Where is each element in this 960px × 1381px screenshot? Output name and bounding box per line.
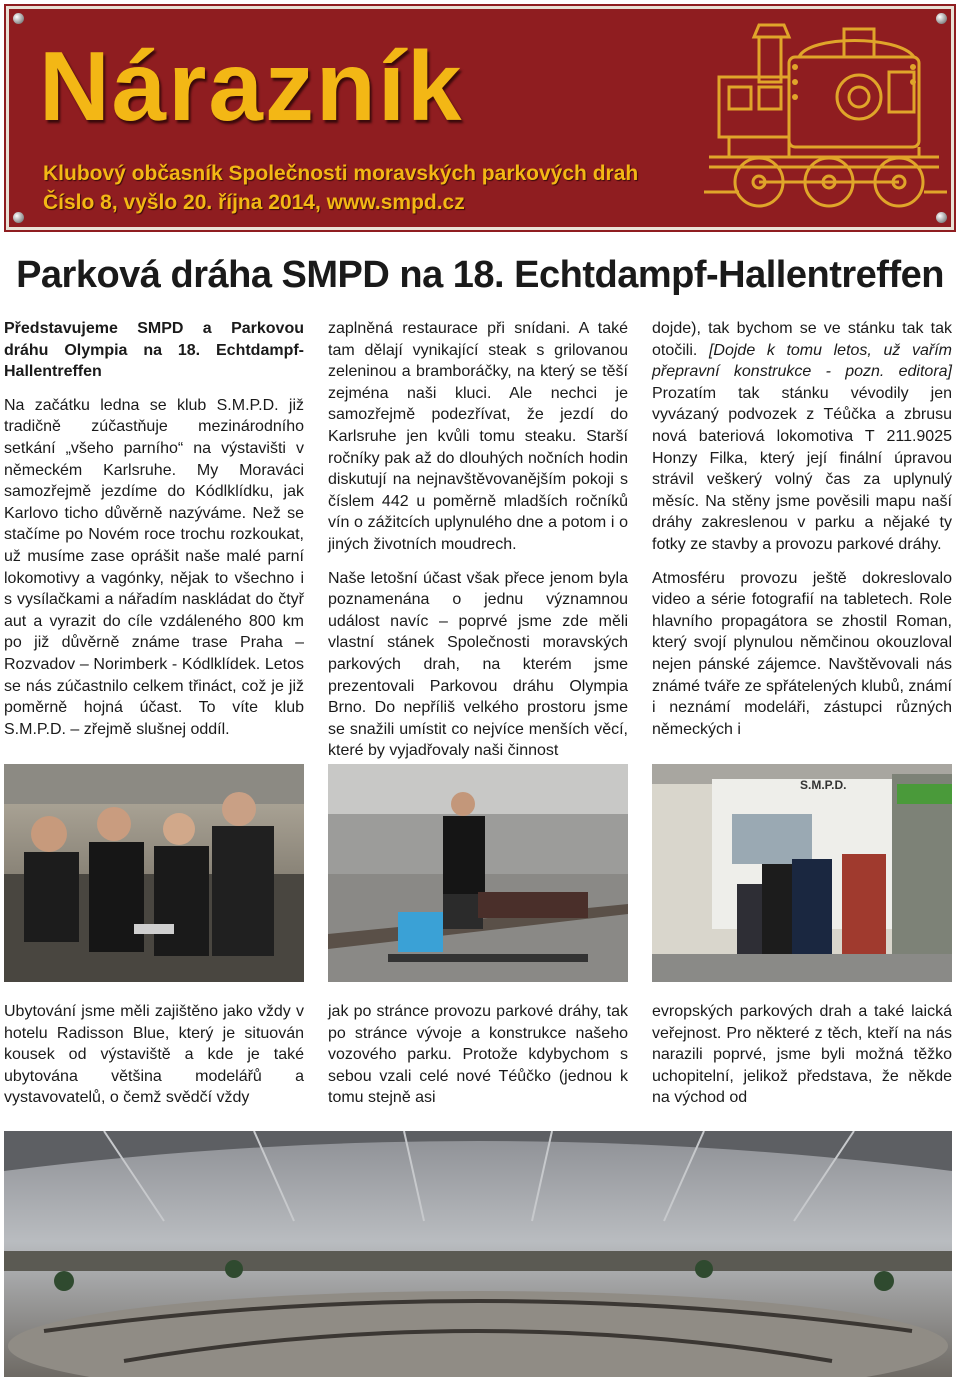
photo-hall-panorama [4, 1131, 952, 1377]
masthead-banner [6, 6, 954, 230]
stand-sign: S.M.P.D. [800, 778, 847, 792]
newsletter-title: Nárazník [39, 31, 464, 141]
article-paragraph [652, 318, 952, 556]
article-column-6 [652, 1001, 952, 1121]
article-paragraph: jak po stránce provozu parkové dráhy, tak po stránce vývoje a konstrukce našeho vozového parku. Protože kdybychom s sebou vzali celé nové Téůčko (jednou k tomu stejně asi [328, 1003, 628, 1107]
article-paragraph: Atmosféru provozu ještě dokreslovalo video a série fotografií na tabletech. Role hlavního propagátora se zhostil Roman, který svojí plynulou němčinou okouzloval nejen pánské zájemce. Navštěvovali nás známé tváře ze spřátelených klubů, známí i neznámí modeláři, zástupci různých německých i [652, 569, 952, 738]
photo-exhibition-stand [652, 764, 952, 982]
article-column-1 [4, 318, 304, 752]
article-paragraph: Ubytování jsme měli zajištěno jako vždy v hotelu Radisson Blue, který je situován kousek od výstaviště a kde je také ubytována většina modelářů a vystavovatelů, o čemž svědčí vždy [4, 1003, 304, 1107]
article-headline: Parková dráha SMPD na 18. Echtdampf-Hallentreffen [16, 254, 944, 296]
paragraph-text: Prozatím tak stánku vévodily jen vyvázaný podvozek z Téůčka a zbrusu nová bateriová lokomotiva T 211.9025 Honzy Filka, který její finální úpravou strávil veškerý volný čas za uplynulý měsíc. Na stěny jsme pověsili mapu naší dráhy zakreslenou v parku a nějaké ty fotky ze stavby a provozu parkové dráhy. [652, 384, 952, 553]
article-paragraph: Naše letošní účast však přece jenom byla poznamenána o jednu významnou událost navíc – poprvé jsme zde měli vlastní stánek Společnosti moravských parkových drah, na kterém jsme prezentovali Parkovou dráhu Olympia Brno. Do nepříliš velkého prostoru jsme se snažili umístit co nejvíce menších věcí, které by vyjadřovaly naši činnost [328, 569, 628, 760]
paragraph-text: dojde), tak bychom se ve stánku tak tak otočili. [652, 320, 952, 359]
article-column-2 [328, 318, 628, 774]
article-column-3 [652, 318, 952, 752]
rivet-icon [13, 212, 24, 223]
photo-club-members [4, 764, 304, 982]
newsletter-subtitle [43, 159, 638, 217]
article-lead: Představujeme SMPD a Parkovou dráhu Olympia na 18. Echtdampf-Hallentreffen [4, 320, 304, 381]
steam-locomotive-icon [699, 17, 949, 222]
subtitle-line-2: Číslo 8, vyšlo 20. října 2014, www.smpd.cz [43, 191, 465, 214]
rivet-icon [13, 13, 24, 24]
article-paragraph: evropských parkových drah a také laická veřejnost. Pro některé z těch, kteří na nás narazili poprvé, jsme byli možná těžko uchopitelní, jelikož představa, že někde na východ od [652, 1003, 952, 1107]
subtitle-line-1: Klubový občasník Společnosti moravských parkových drah [43, 162, 639, 185]
editor-note: [Dojde k tomu letos, už vařím přepravní konstrukce - pozn. editora] [652, 341, 953, 381]
article-column-4 [4, 1001, 304, 1121]
article-column-5 [328, 1001, 628, 1121]
photo-train-operator [328, 764, 628, 982]
article-paragraph: zaplněná restaurace při snídani. A také tam dělají vynikající steak s grilovanou zeleninou a bramboráčky, na který se těší zejména naši kluci. Ale nechci je samozřejmě podezřívat, že jezdí do Karlsruhe jen kvůli tomu steaku. Starší ročníky pak až do dlouhých nočních hodin diskutují na nejnavštěvovanějším pokoji s číslem 442 u poměrně mladších ročníků vín o zážitcích uplynulého dne a potom i o jiných životních moudrech. [328, 320, 628, 553]
article-paragraph: Na začátku ledna se klub S.M.P.D. již tradičně zúčastňuje mezinárodního setkání „všeho parního“ na výstavišti v německém Karlsruhe. My Moraváci samozřejmě jezdíme do Kódlklídku, jak Karlovo ticho důvěrně nazýváme. Než se stačíme po Novém roce trochu rozkoukat, už musíme zase oprášit naše malé parní lokomotivy a vagónky, nějak to všechno i s vysílačkami a nářadím naskládat do čtyř aut a vyrazit do cíle vzdáleného 800 km po již důvěrně známe trase Praha – Rozvadov – Norimberk - Kódlklídek. Letos se nás zúčastnilo celkem třináct, což je již poměrně hojná účast. To víte klub S.M.P.D. – zřejmě slušnej oddíl. [4, 396, 304, 738]
